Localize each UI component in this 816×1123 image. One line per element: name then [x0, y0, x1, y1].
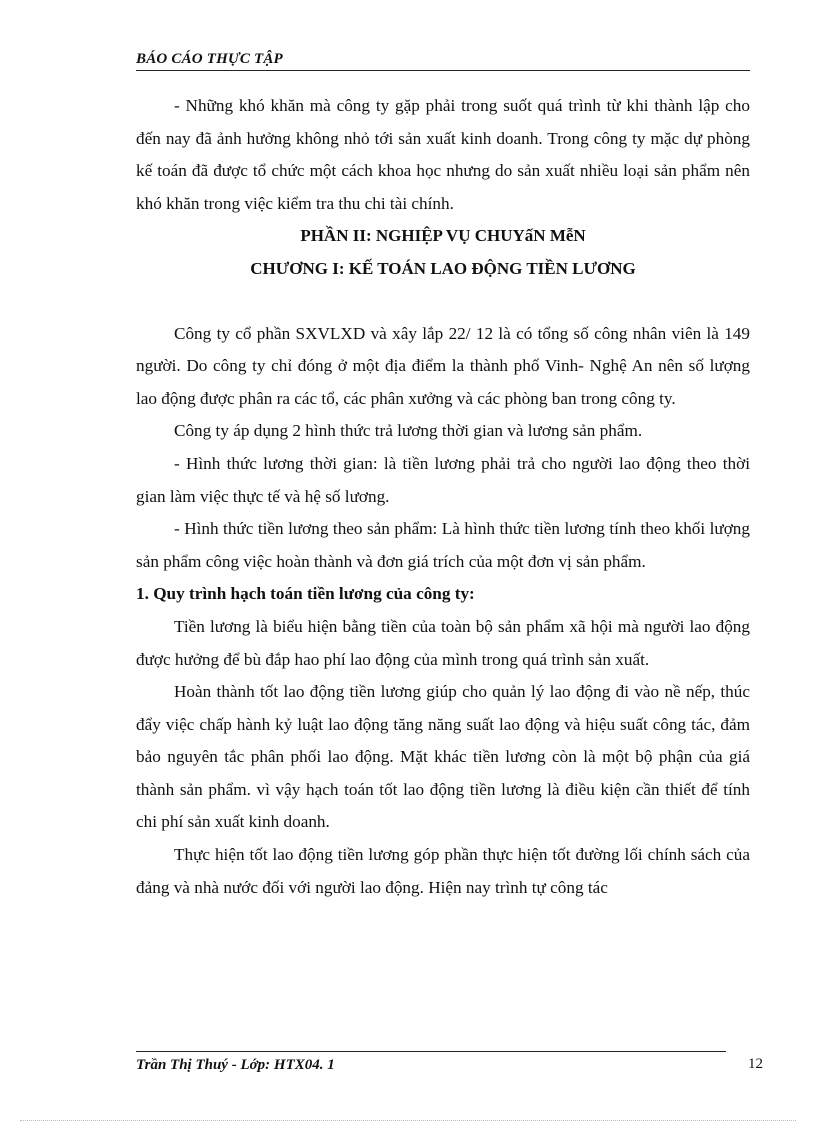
section-heading: 1. Quy trình hạch toán tiền lương của công ty: [136, 584, 475, 604]
page-header [136, 50, 750, 71]
paragraph: - Hình thức lương thời gian: là tiền lương phải trả cho người lao động theo thời gian làm việc thực tế và hệ số lương. [136, 453, 750, 506]
document-body [136, 90, 750, 904]
paragraph: Thực hiện tốt lao động tiền lương góp phần thực hiện tốt đường lối chính sách của đảng và nhà nước đối với người lao động. Hiện nay trình tự công tác [136, 845, 750, 897]
paragraph: - Hình thức tiền lương theo sản phẩm: Là hình thức tiền lương tính theo khối lượng sản phẩm công việc hoàn thành và đơn giá trích của một đơn vị sản phẩm. [136, 519, 750, 571]
chapter-heading: CHƯƠNG I: KẾ TOÁN LAO ĐỘNG TIỀN LƯƠNG [250, 258, 636, 278]
paragraph: Hoàn thành tốt lao động tiền lương giúp cho quản lý lao động đi vào nề nếp, thúc đẩy việc chấp hành kỷ luật lao động tăng năng suất lao động và hiệu suất công tác, đảm bảo nguyên tắc phân phối lao động. Mặt khác tiền lương còn là một bộ phận của giá thành sản phẩm. vì vậy hạch toán tốt lao động tiền lương là điều kiện cần thiết để tính chi phí sản xuất kinh doanh. [136, 682, 750, 832]
paragraph: Công ty cổ phần SXVLXD và xây lắp 22/ 12 là có tổng số công nhân viên là 149 người. Do công ty chỉ đóng ở một địa điểm la thành phố Vinh- Nghệ An nên số lượng lao động được phân ra các tổ, các phân xưởng và các phòng ban trong công ty. [136, 323, 750, 408]
part-heading: PHẦN II: NGHIỆP VỤ CHUYấN MễN [300, 226, 586, 246]
page-number: 12 [748, 1056, 763, 1072]
paragraph: Công ty áp dụng 2 hình thức trả lương thời gian và lương sản phẩm. [174, 421, 643, 441]
paragraph: Tiền lương là biểu hiện bằng tiền của toàn bộ sản phẩm xã hội mà người lao động được hưởng để bù đắp hao phí lao động của mình trong quá trình sản xuất. [136, 616, 750, 669]
footer-author: Trần Thị Thuý - Lớp: HTX04. 1 [136, 1057, 335, 1073]
footer-divider [136, 1051, 726, 1052]
paragraph: - Những khó khăn mà công ty gặp phải trong suốt quá trình từ khi thành lập cho đến nay đã ảnh hưởng không nhỏ tới sản xuất kinh doanh. Trong công ty mặc dự phòng kế toán đã được tổ chức một cách khoa học nhưng do sản xuất nhiều loại sản phẩm nên khó khăn trong việc kiểm tra thu chi tài chính. [136, 96, 750, 213]
page-bottom-border [20, 1120, 796, 1121]
header-title: BÁO CÁO THỰC TẬP [136, 51, 283, 67]
